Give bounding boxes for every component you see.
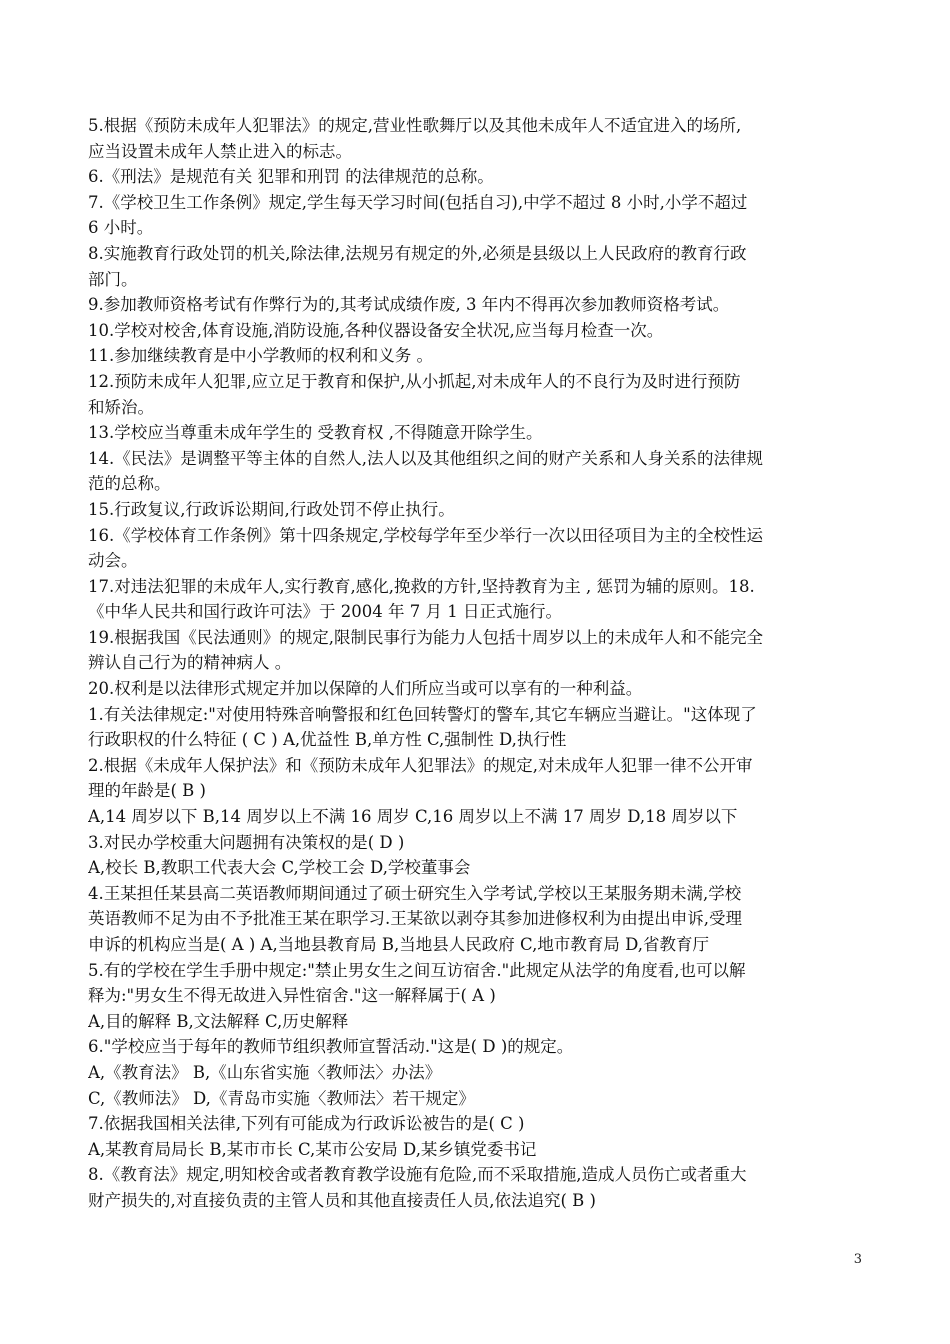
text-line: 3.对民办学校重大问题拥有决策权的是( D ) [88, 832, 405, 852]
text-line: 释为:"男女生不得无故进入异性宿舍."这一解释属于( A ) [88, 986, 496, 1006]
text-line: 16.《学校体育工作条例》第十四条规定,学校每学年至少举行一次以田径项目为主的全校性运 [88, 525, 763, 545]
text-line: 7.依据我国相关法律,下列有可能成为行政诉讼被告的是( C ) [88, 1114, 525, 1134]
text-line: 6."学校应当于每年的教师节组织教师宣誓活动."这是( D )的规定。 [88, 1037, 574, 1057]
text-line: 6 小时。 [88, 218, 154, 238]
text-line: 辨认自己行为的精神病人 。 [88, 653, 292, 673]
text-line: 财产损失的,对直接负责的主管人员和其他直接责任人员,依法追究( B ) [88, 1190, 596, 1210]
text-line: 应当设置未成年人禁止进入的标志。 [88, 141, 352, 161]
text-line: 11.参加继续教育是中小学教师的权利和义务 。 [88, 346, 433, 366]
text-line: 4.王某担任某县高二英语教师期间通过了硕士研究生入学考试,学校以王某服务期未满,学校 [88, 883, 742, 903]
text-line: A,《教育法》 B,《山东省实施〈教师法〉办法》 [88, 1062, 442, 1082]
text-line: 申诉的机构应当是( A ) A,当地县教育局 B,当地县人民政府 C,地市教育局 D,省教育厅 [88, 935, 709, 954]
text-line: 8.《教育法》规定,明知校舍或者教育教学设施有危险,而不采取措施,造成人员伤亡或者重大 [88, 1165, 747, 1185]
text-line: 部门。 [88, 269, 138, 289]
text-line: A,14 周岁以下 B,14 周岁以上不满 16 周岁 C,16 周岁以上不满 17 周岁 D,18 周岁以下 [88, 807, 738, 827]
document-body [88, 113, 878, 1214]
text-line: A,校长 B,教职工代表大会 C,学校工会 D,学校董事会 [88, 858, 471, 878]
text-line: 9.参加教师资格考试有作弊行为的,其考试成绩作废, 3 年内不得再次参加教师资格考试。 [88, 295, 730, 315]
text-line: 13.学校应当尊重未成年学生的 受教育权 ,不得随意开除学生。 [88, 423, 543, 443]
text-line: 12.预防未成年人犯罪,应立足于教育和保护,从小抓起,对未成年人的不良行为及时进行预防 [88, 371, 741, 391]
text-line: 2.根据《未成年人保护法》和《预防未成年人犯罪法》的规定,对未成年人犯罪一律不公开审 [88, 755, 753, 775]
text-line: 19.根据我国《民法通则》的规定,限制民事行为能力人包括十周岁以上的未成年人和不能完全 [88, 627, 763, 647]
text-line: 7.《学校卫生工作条例》规定,学生每天学习时间(包括自习),中学不超过 8 小时,小学不超过 [88, 192, 748, 212]
text-line: 5.有的学校在学生手册中规定:"禁止男女生之间互访宿舍."此规定从法学的角度看,也可以解 [88, 960, 746, 980]
text-line: 14.《民法》是调整平等主体的自然人,法人以及其他组织之间的财产关系和人身关系的法律规 [88, 448, 763, 468]
text-line: 5.根据《预防未成年人犯罪法》的规定,营业性歌舞厅以及其他未成年人不适宜进入的场所, [88, 116, 742, 135]
text-line: 和矫治。 [88, 397, 154, 417]
text-line: A,某教育局局长 B,某市市长 C,某市公安局 D,某乡镇党委书记 [88, 1139, 537, 1159]
text-line: 15.行政复议,行政诉讼期间,行政处罚不停止执行。 [88, 499, 455, 519]
page-number: 3 [853, 1252, 862, 1267]
text-line: 6.《刑法》是规范有关 犯罪和刑罚 的法律规范的总称。 [88, 167, 494, 187]
text-line: 8.实施教育行政处罚的机关,除法律,法规另有规定的外,必须是县级以上人民政府的教育行政 [88, 243, 747, 263]
text-line: C,《教师法》 D,《青岛市实施〈教师法〉若干规定》 [88, 1088, 475, 1108]
text-line: 范的总称。 [88, 474, 171, 494]
text-line: 《中华人民共和国行政许可法》于 2004 年 7 月 1 日正式施行。 [88, 602, 562, 622]
text-line: 行政职权的什么特征 ( C ) A,优益性 B,单方性 C,强制性 D,执行性 [88, 730, 567, 750]
text-line: 1.有关法律规定:"对使用特殊音响警报和红色回转警灯的警车,其它车辆应当避让。"这体现了 [88, 704, 757, 724]
text-line: 10.学校对校舍,体育设施,消防设施,各种仪器设备安全状况,应当每月检查一次。 [88, 320, 664, 340]
text-line: 理的年龄是( B ) [88, 781, 206, 801]
text-line: 20.权利是以法律形式规定并加以保障的人们所应当或可以享有的一种利益。 [88, 679, 643, 699]
text-line: 动会。 [88, 551, 138, 571]
text-line: 17.对违法犯罪的未成年人,实行教育,感化,挽救的方针,坚持教育为主 , 惩罚为辅的原则。18. [88, 576, 755, 596]
text-line: 英语教师不足为由不予批准王某在职学习.王某欲以剥夺其参加进修权利为由提出申诉,受理 [88, 909, 742, 929]
text-line: A,目的解释 B,文法解释 C,历史解释 [88, 1011, 349, 1031]
